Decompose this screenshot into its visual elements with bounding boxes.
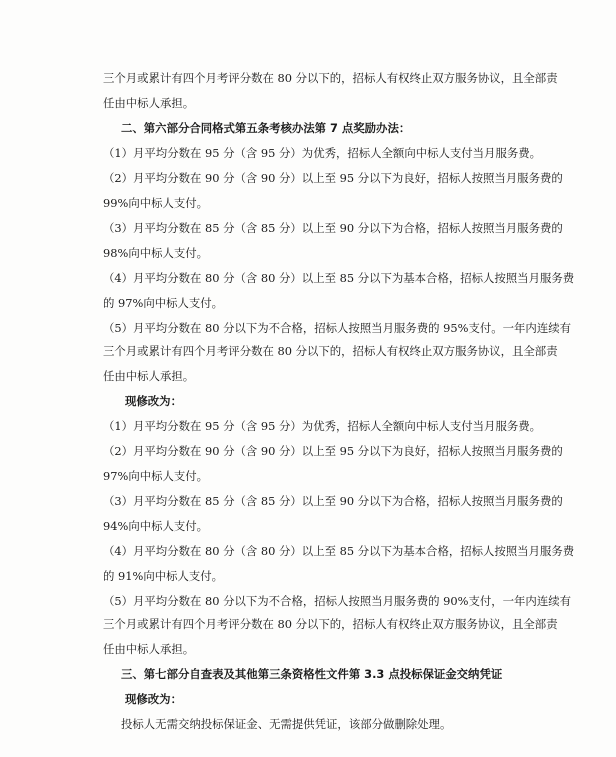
body-line: 94%向中标人支付。 xyxy=(103,519,209,533)
body-line: 的 97%向中标人支付。 xyxy=(103,296,224,310)
section-heading-2: 二、第六部分合同格式第五条考核办法第 7 点奖励办法： xyxy=(121,121,411,135)
body-line: 投标人无需交纳投标保证金、无需提供凭证，该部分做删除处理。 xyxy=(121,717,452,731)
clause-2-original: （2）月平均分数在 90 分（含 90 分）以上至 95 分以下为良好，招标人按照当月服务费的 xyxy=(103,171,563,185)
clause-5-original: （5）月平均分数在 80 分以下为不合格，招标人按照当月服务费的 95%支付。一年内连续有 xyxy=(103,321,571,335)
body-line: 三个月或累计有四个月考评分数在 80 分以下的，招标人有权终止双方服务协议，且全部责 xyxy=(103,617,558,631)
amendment-heading: 现修改为： xyxy=(125,692,182,706)
body-line: 任由中标人承担。 xyxy=(103,642,195,656)
clause-1-original: （1）月平均分数在 95 分（含 95 分）为优秀，招标人全额向中标人支付当月服务费。 xyxy=(103,146,542,160)
clause-4-amended: （4）月平均分数在 80 分（含 80 分）以上至 85 分以下为基本合格，招标人按照当月服务费 xyxy=(103,544,575,558)
body-line: 三个月或累计有四个月考评分数在 80 分以下的，招标人有权终止双方服务协议，且全部责 xyxy=(103,71,558,85)
clause-3-amended: （3）月平均分数在 85 分（含 85 分）以上至 90 分以下为合格，招标人按照当月服务费的 xyxy=(103,494,563,508)
clause-4-original: （4）月平均分数在 80 分（含 80 分）以上至 85 分以下为基本合格，招标人按照当月服务费 xyxy=(103,271,575,285)
amendment-heading: 现修改为： xyxy=(125,394,182,408)
body-line: 的 91%向中标人支付。 xyxy=(103,569,224,583)
body-line: 三个月或累计有四个月考评分数在 80 分以下的，招标人有权终止双方服务协议，且全部责 xyxy=(103,344,558,358)
body-line: 任由中标人承担。 xyxy=(103,369,195,383)
clause-3-original: （3）月平均分数在 85 分（含 85 分）以上至 90 分以下为合格，招标人按照当月服务费的 xyxy=(103,221,563,235)
clause-2-amended: （2）月平均分数在 90 分（含 90 分）以上至 95 分以下为良好，招标人按照当月服务费的 xyxy=(103,444,563,458)
body-line: 99%向中标人支付。 xyxy=(103,196,209,210)
body-line: 98%向中标人支付。 xyxy=(103,246,209,260)
clause-5-amended: （5）月平均分数在 80 分以下为不合格，招标人按照当月服务费的 90%支付，一年内连续有 xyxy=(103,594,571,608)
body-line: 97%向中标人支付。 xyxy=(103,469,209,483)
section-heading-3: 三、第七部分自查表及其他第三条资格性文件第 3.3 点投标保证金交纳凭证 xyxy=(121,667,503,681)
clause-1-amended: （1）月平均分数在 95 分（含 95 分）为优秀，招标人全额向中标人支付当月服务费。 xyxy=(103,419,542,433)
body-line: 任由中标人承担。 xyxy=(103,96,195,110)
